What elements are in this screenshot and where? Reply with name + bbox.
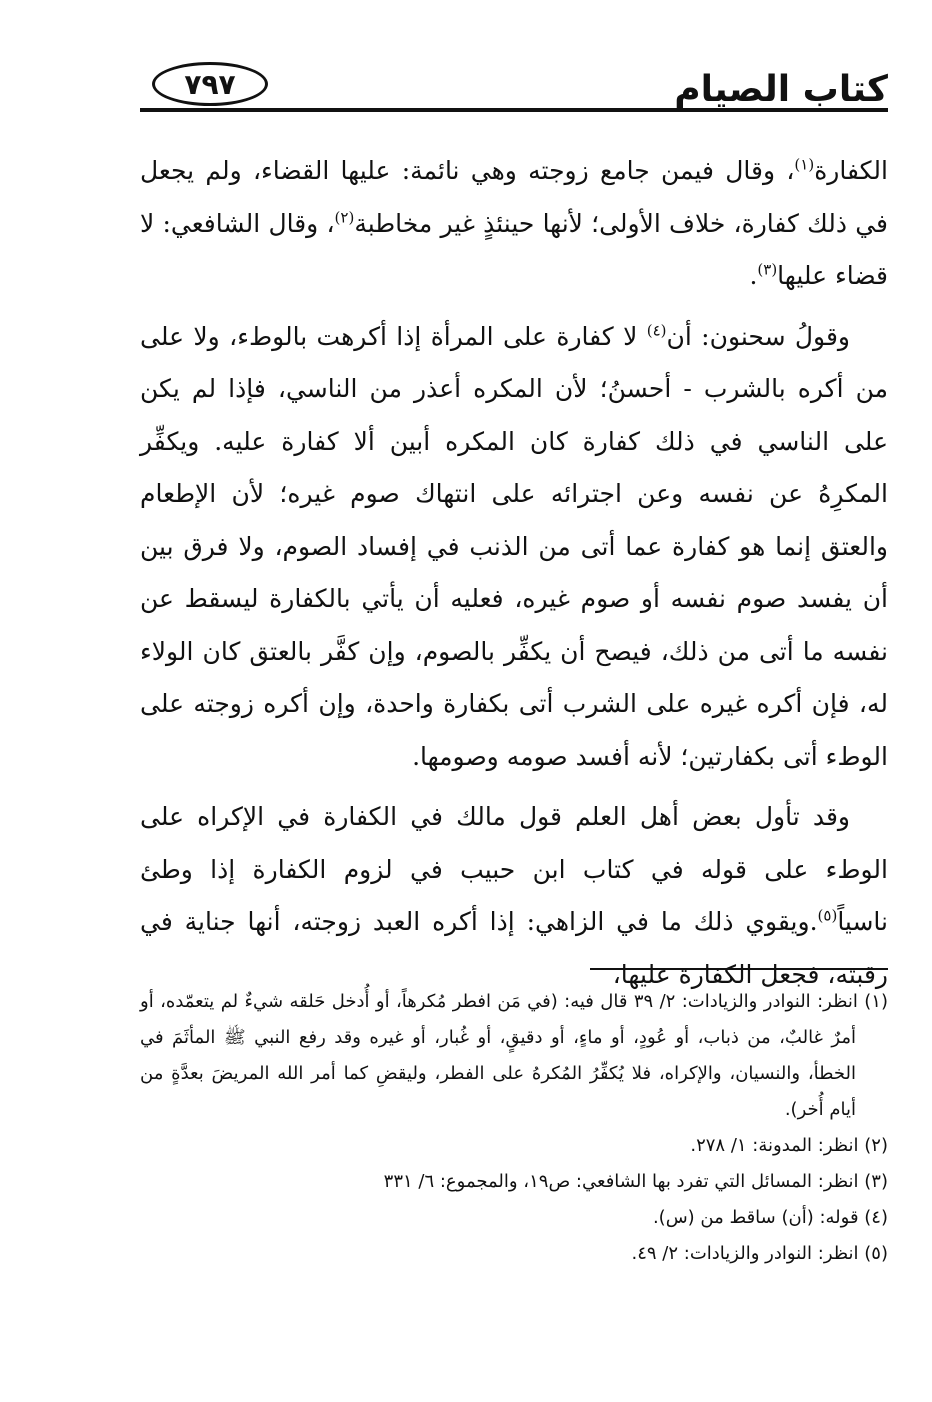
- footnote-reference[interactable]: (٢): [334, 208, 355, 227]
- body-text-run: ، وقال فيمن جامع زوجته وهي نائمة: عليها القضاء، ولم يجعل في ذلك كفارة، خلاف الأولى؛ لأنها حينئذٍ غير مخاطبة: [140, 156, 888, 238]
- footnote-3: (٣) انظر: المسائل التي تفرد بها الشافعي: ص١٩، والمجموع: ٦/ ٣٣١: [383, 1171, 888, 1192]
- footnote-1: (١) انظر: النوادر والزيادات: ٢/ ٣٩ قال فيه: (في مَن افطر مُكرهاً، أو أُدخل حَلقه شيءٌ لم يتعمّده، أو أمرٌ غالبٌ، من ذباب، أو عُودٍ، أو ماءٍ، أو دقيقٍ، أو غُبار، أو غيره وقد رفع النبي ﷺ المأثَمَ في الخطأ، والنسيان، والإكراه، فلا يُكفِّرُ المُكرهُ على الفطر، وليقضِ كما أمر الله المريضَ بعدَّةٍ من أيام أُخر).: [140, 991, 888, 1120]
- footnote-reference[interactable]: (٣): [757, 260, 778, 279]
- body-text-run: .: [749, 261, 758, 290]
- footnote-2: (٢) انظر: المدونة: ١/ ٢٧٨.: [690, 1135, 888, 1156]
- main-text: [140, 145, 888, 1009]
- footnote-5: (٥) انظر: النوادر والزيادات: ٢/ ٤٩.: [631, 1243, 888, 1264]
- body-text-run: وقد تأول بعض أهل العلم قول مالك في الكفارة في الإكراه على الوطء على قوله في كتاب ابن حبيب في لزوم الكفارة إذا وطئ ناسياً: [140, 802, 888, 936]
- footnotes: [140, 984, 888, 1272]
- footnote-reference[interactable]: (٤): [646, 321, 667, 340]
- body-text-run: .ويقوي ذلك ما في الزاهي: إذا أكره العبد زوجته، أنها جناية في رقبته، فجعل الكفارة عليها،: [140, 907, 888, 989]
- footnote-4: (٤) قوله: (أن) ساقط من (س).: [652, 1207, 888, 1228]
- body-text-run: ، وقال الشافعي: لا قضاء عليها: [140, 208, 888, 290]
- page-header: [140, 62, 888, 122]
- footnote-reference[interactable]: (٥): [817, 906, 838, 925]
- footnote-reference[interactable]: (١): [794, 155, 815, 174]
- body-text-run: وقولُ سحنون: أن: [666, 321, 850, 351]
- page-number-badge: ٧٩٧: [152, 62, 268, 106]
- body-text-run: الكفارة: [814, 156, 888, 185]
- footnote-divider: [590, 968, 888, 970]
- body-paragraph: [140, 145, 888, 303]
- chapter-title: كتاب الصيام: [674, 69, 888, 110]
- body-paragraph: [140, 311, 888, 784]
- body-text-run: لا كفارة على المرأة إذا أكرهت بالوطء، ولا على من أكره بالشرب - أحسنُ؛ لأن المكره أعذر من الناسي، فإذا لم يكن على الناسي في ذلك كفارة كان المكره أبين ألا كفارة عليه. ويكفِّر المكرِهُ عن نفسه وعن اجترائه على انتهاك صوم غيره؛ لأن الإطعام والعتق إنما هو كفارة عما أتى من الذنب في إفساد الصوم، ولا فرق بين أن يفسد صوم نفسه أو صوم غيره، فعليه أن يأتي بالكفارة ليسقط عن نفسه ما أتى من ذلك، فيصح أن يكفِّر بالصوم، وإن كفَّر بالعتق كان الولاء له، فإن أكره غيره على الشرب أتى بكفارة واحدة، وإن أكره زوجته على الوطء أتى بكفارتين؛ لأنه أفسد صومه وصومها.: [140, 321, 888, 771]
